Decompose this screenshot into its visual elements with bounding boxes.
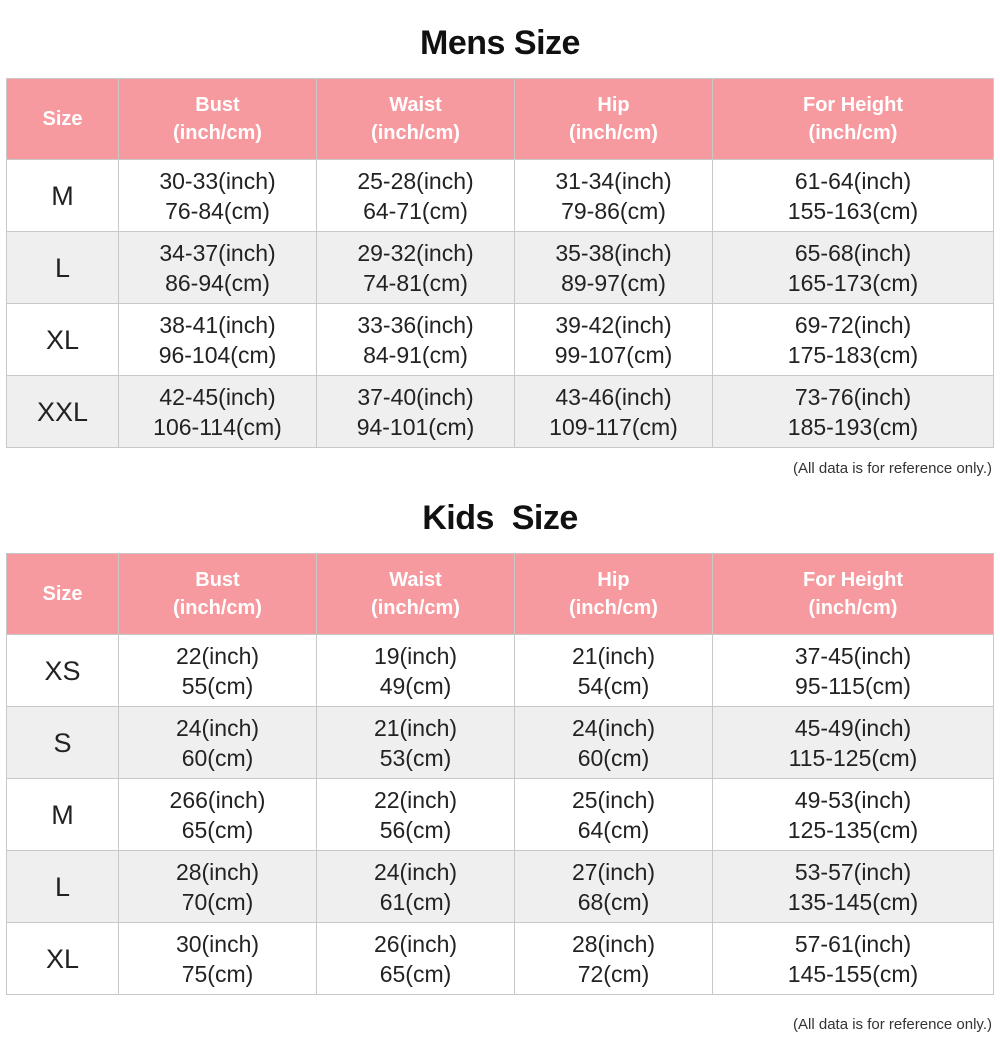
inch-value: 45-49(inch) [794, 714, 912, 741]
hip-cell [515, 779, 713, 851]
size-cell: M [7, 160, 119, 232]
table-row [7, 635, 994, 707]
size-cell: XS [7, 635, 119, 707]
bust-cell [119, 376, 317, 448]
inch-value: 43-46(inch) [555, 383, 672, 410]
height-cell [713, 707, 994, 779]
cm-value: 89-97(cm) [561, 269, 666, 296]
cm-value: 185-193(cm) [787, 413, 919, 440]
inch-value: 26(inch) [373, 930, 458, 957]
table-row [7, 851, 994, 923]
cm-value: 96-104(cm) [158, 341, 277, 368]
mens-header-height: For Height (inch/cm) [713, 79, 994, 160]
table-row [7, 232, 994, 304]
cm-value: 64(cm) [577, 816, 650, 843]
inch-value: 69-72(inch) [794, 311, 912, 338]
waist-cell [317, 304, 515, 376]
inch-value: 21(inch) [571, 642, 656, 669]
inch-value: 53-57(inch) [794, 858, 912, 885]
cm-value: 106-114(cm) [153, 413, 282, 440]
inch-value: 19(inch) [373, 642, 458, 669]
inch-value: 30-33(inch) [159, 167, 276, 194]
inch-value: 25(inch) [571, 786, 656, 813]
table-row [7, 376, 994, 448]
inch-value: 30(inch) [175, 930, 260, 957]
bust-cell [119, 851, 317, 923]
waist-cell [317, 160, 515, 232]
hip-cell [515, 304, 713, 376]
bust-cell [119, 923, 317, 995]
size-cell: S [7, 707, 119, 779]
kids-header-bust: Bust (inch/cm) [119, 554, 317, 635]
cm-value: 56(cm) [379, 816, 452, 843]
inch-value: 39-42(inch) [555, 311, 672, 338]
mens-header-bust: Bust (inch/cm) [119, 79, 317, 160]
size-cell: XXL [7, 376, 119, 448]
cm-value: 155-163(cm) [787, 197, 919, 224]
cm-value: 99-107(cm) [554, 341, 673, 368]
inch-value: 57-61(inch) [794, 930, 912, 957]
inch-value: 25-28(inch) [357, 167, 474, 194]
kids-header-size: Size [7, 554, 119, 635]
mens-header-size: Size [7, 79, 119, 160]
inch-value: 61-64(inch) [794, 167, 912, 194]
cm-value: 72(cm) [577, 960, 650, 987]
mens-header-hip: Hip (inch/cm) [515, 79, 713, 160]
cm-value: 175-183(cm) [787, 341, 919, 368]
inch-value: 49-53(inch) [794, 786, 912, 813]
size-cell: XL [7, 304, 119, 376]
height-cell [713, 304, 994, 376]
hip-cell [515, 232, 713, 304]
cm-value: 54(cm) [577, 672, 650, 699]
table-row [7, 923, 994, 995]
inch-value: 27(inch) [571, 858, 656, 885]
mens-size-title: Mens Size [420, 24, 580, 62]
bust-cell [119, 635, 317, 707]
inch-value: 38-41(inch) [159, 311, 276, 338]
cm-value: 49(cm) [379, 672, 452, 699]
mens-header-waist: Waist (inch/cm) [317, 79, 515, 160]
cm-value: 109-117(cm) [549, 413, 678, 440]
mens-size-table [6, 78, 994, 448]
bust-cell [119, 232, 317, 304]
waist-cell [317, 376, 515, 448]
bust-cell [119, 707, 317, 779]
cm-value: 115-125(cm) [788, 744, 918, 771]
hip-cell [515, 160, 713, 232]
bust-cell [119, 160, 317, 232]
kids-header-hip: Hip (inch/cm) [515, 554, 713, 635]
kids-size-title: Kids Size [422, 499, 578, 537]
inch-value: 34-37(inch) [159, 239, 276, 266]
inch-value: 24(inch) [175, 714, 260, 741]
cm-value: 60(cm) [577, 744, 650, 771]
inch-value: 33-36(inch) [357, 311, 474, 338]
inch-value: 266(inch) [169, 786, 266, 813]
cm-value: 145-155(cm) [787, 960, 919, 987]
height-cell [713, 851, 994, 923]
cm-value: 70(cm) [181, 888, 254, 915]
hip-cell [515, 851, 713, 923]
cm-value: 95-115(cm) [795, 672, 911, 699]
cm-value: 125-135(cm) [787, 816, 919, 843]
cm-value: 74-81(cm) [363, 269, 468, 296]
cm-value: 165-173(cm) [787, 269, 919, 296]
height-cell [713, 923, 994, 995]
inch-value: 65-68(inch) [794, 239, 912, 266]
cm-value: 68(cm) [577, 888, 650, 915]
cm-value: 94-101(cm) [356, 413, 475, 440]
waist-cell [317, 851, 515, 923]
cm-value: 60(cm) [181, 744, 254, 771]
table-row [7, 779, 994, 851]
cm-value: 53(cm) [379, 744, 452, 771]
cm-value: 65(cm) [379, 960, 452, 987]
inch-value: 42-45(inch) [159, 383, 276, 410]
kids-size-table [6, 553, 994, 995]
kids-header-height: For Height (inch/cm) [713, 554, 994, 635]
size-cell: M [7, 779, 119, 851]
inch-value: 21(inch) [373, 714, 458, 741]
inch-value: 73-76(inch) [794, 383, 912, 410]
hip-cell [515, 376, 713, 448]
waist-cell [317, 923, 515, 995]
cm-value: 55(cm) [181, 672, 254, 699]
inch-value: 28(inch) [175, 858, 260, 885]
cm-value: 84-91(cm) [363, 341, 468, 368]
cm-value: 64-71(cm) [363, 197, 468, 224]
inch-value: 22(inch) [175, 642, 260, 669]
size-cell: L [7, 232, 119, 304]
table-row [7, 707, 994, 779]
mens-header-row [7, 79, 994, 160]
size-cell: L [7, 851, 119, 923]
inch-value: 37-45(inch) [794, 642, 912, 669]
cm-value: 61(cm) [379, 888, 452, 915]
cm-value: 86-94(cm) [165, 269, 270, 296]
inch-value: 28(inch) [571, 930, 656, 957]
inch-value: 37-40(inch) [357, 383, 474, 410]
inch-value: 29-32(inch) [357, 239, 474, 266]
cm-value: 135-145(cm) [787, 888, 919, 915]
hip-cell [515, 923, 713, 995]
height-cell [713, 779, 994, 851]
waist-cell [317, 232, 515, 304]
bust-cell [119, 779, 317, 851]
inch-value: 24(inch) [571, 714, 656, 741]
cm-value: 65(cm) [181, 816, 254, 843]
cm-value: 76-84(cm) [165, 197, 270, 224]
height-cell [713, 635, 994, 707]
height-cell [713, 160, 994, 232]
height-cell [713, 376, 994, 448]
inch-value: 22(inch) [373, 786, 458, 813]
mens-reference-note: (All data is for reference only.) [793, 460, 992, 477]
kids-header-row [7, 554, 994, 635]
waist-cell [317, 707, 515, 779]
height-cell [713, 232, 994, 304]
kids-reference-note: (All data is for reference only.) [793, 1016, 992, 1033]
cm-value: 75(cm) [181, 960, 254, 987]
waist-cell [317, 635, 515, 707]
size-cell: XL [7, 923, 119, 995]
table-row [7, 304, 994, 376]
hip-cell [515, 635, 713, 707]
waist-cell [317, 779, 515, 851]
hip-cell [515, 707, 713, 779]
inch-value: 31-34(inch) [555, 167, 672, 194]
table-row [7, 160, 994, 232]
inch-value: 24(inch) [373, 858, 458, 885]
bust-cell [119, 304, 317, 376]
inch-value: 35-38(inch) [555, 239, 672, 266]
kids-header-waist: Waist (inch/cm) [317, 554, 515, 635]
cm-value: 79-86(cm) [561, 197, 666, 224]
